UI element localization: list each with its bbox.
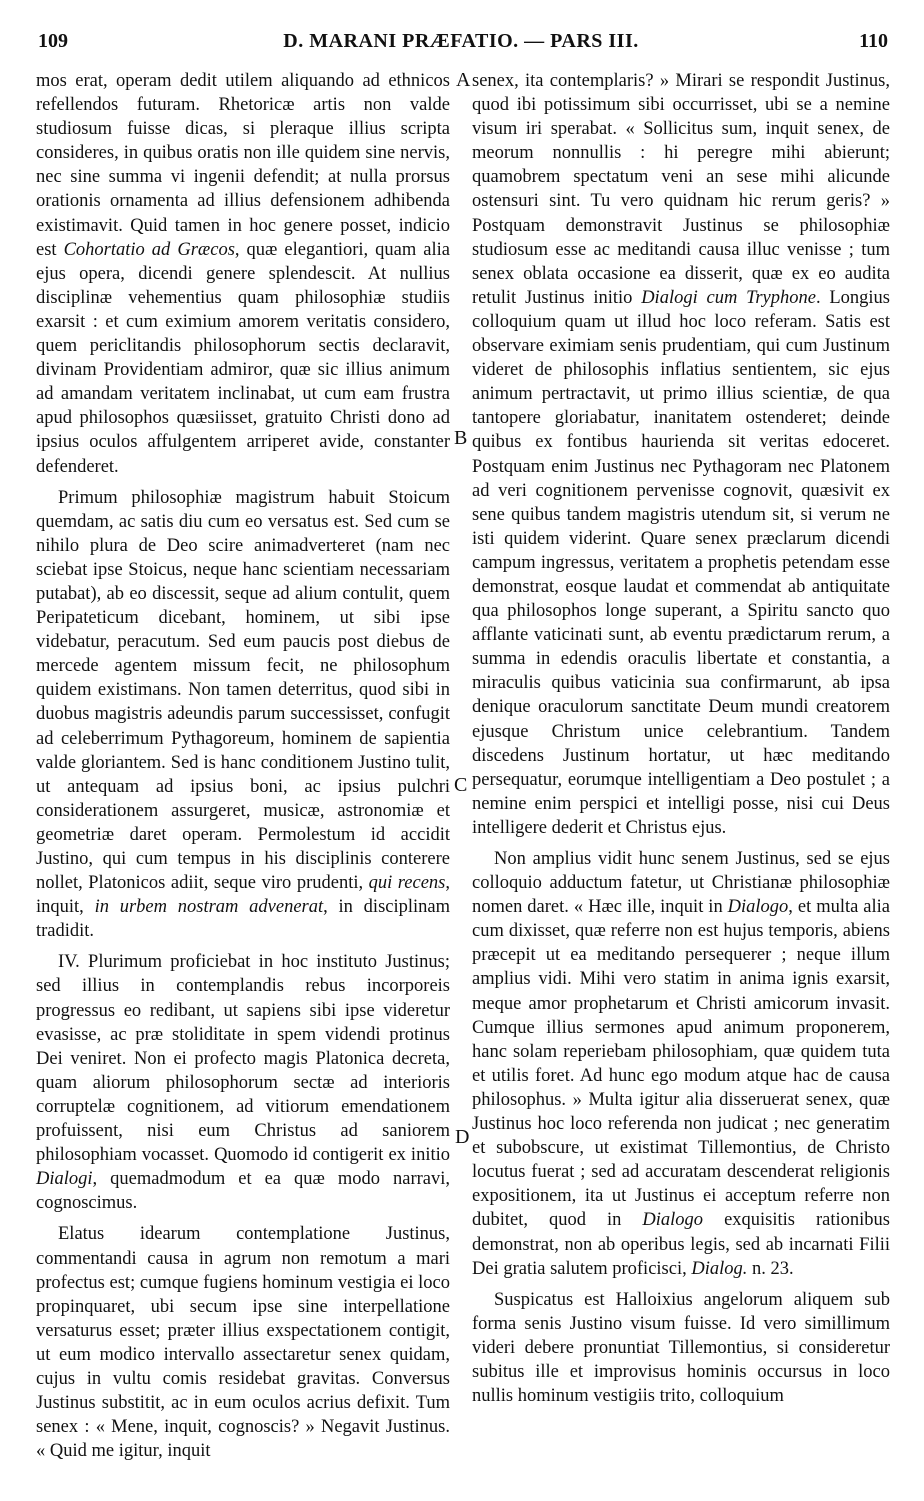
text-run: , et multa alia cum dixisset, quæ referre non est hujus temporis, abiens præcepit ut ea meditando persequerer ; neque illum amplius vidi. Mihi vero statim in anima ignis exarsit, meque amor prophetarum et Christi amicorum invasit. Cumque illius sermones apud animum proponerem, hanc solam reperiebam philosophiam, quæ quidem tuta et utilis foret. Ad hunc ego modum atque hac de causa philosophus. » Multa igitur alia disseruerat senex, quæ Justinus hoc loco referenda non judicat ; nec generatim et subobscure, ut existimat Tillemontius, de Christo locutus fuerat ; sed ad accuratam descenderat religionis expositionem, ita ut Justinus ei acceptum referre non dubitet, quod in (472, 897, 890, 1231)
left-paragraph-3 (36, 950, 450, 1215)
text-run: Suspicatus est Halloixius angelorum aliquem sub forma senis Justino visum fuisse. Id vero simillimum videri debere pronuntiat Tillemontius, si consideretur subitus ille et improvisus hominis occursus in loco nullis hominum vestigiis trito, colloquium (472, 1289, 890, 1407)
running-header (30, 30, 892, 58)
right-paragraph-3 (472, 1288, 890, 1408)
text-run: mos erat, operam dedit utilem aliquando ad ethnicos refellendos futuram. Rhetoricæ artis non valde studiosum fuisse dicas, si pleraque illius scripta consideres, in quibus oratis non ille quidem sine nervis, nec sine summa vi ingenii defendit; at nulla prorsus orationis ornamenta ad illius defensionem adhibenda existimavit. Quid tamen in hoc genere posset, indicio est (36, 71, 450, 260)
right-paragraph-1 (472, 69, 890, 840)
running-title: D. MARANI PRÆFATIO. — PARS III. (283, 30, 639, 52)
margin-marker-d: D (455, 1126, 470, 1148)
text-run: exquisitis rationibus demonstrat, non ab operibus legis, sed ab incarnati Filii Dei gratia salutem proficisci, (472, 1210, 890, 1279)
text-run: IV. Plurimum proficiebat in hoc instituto Justinus; sed illius in contemplandis rebus incorporeis progressus eo redibant, ut sapiens sibi ipse videretur evasisse, ac præ stoliditate in spem videndi protinus Dei veniret. Non ei profecto magis Platonica decreta, quam aliorum philosophorum sectæ ad interioris corruptelæ cognitionem, ad vitiorum emendationem profuissent, nisi eum Christus ad saniorem philosophiam vocasset. Quomodo id contigerit ex initio (36, 952, 450, 1166)
text-run: , in disciplinam tradidit. (36, 897, 450, 942)
italic-reference: Dialog. (691, 1258, 748, 1279)
margin-marker-a: A (456, 69, 471, 91)
text-run: . Longius colloquium quam ut illud hoc loco referam. Satis est observare eximiam senis prudentiam, qui cum Justinum videret de philosophis inflatius sentientem, sic ejus animum pertractavit, ut primo illius scientiæ, de qua tantopere gloriabatur, inanitatem ostenderet; deinde quibus ex fontibus haurienda sit veritas edoceret. Postquam enim Justinus nec Pythagoram nec Platonem ad veri cognitionem pervenisse cognovit, quæsivit ex sene quibus tandem magistris utendum sit, si verum ne isti quidem viderint. Quare senex præclarum dicendi campum ingressus, veritatem a prophetis petendam esse demonstrat, eosque laudat et commendat ab antiquitate qua philosophos longe superant, a Spiritu sancto quo afflante vaticinati sunt, ab eventu prædictarum rerum, a summa in edendis oraculis libertate et constantia, a miraculis quibus vaticinia sua confirmarunt, ab ipsa denique oraculorum sanctitate Deum mundi creatorem ejusque Christum unice celebrantium. Tandem discedens Justinum hortatur, ut hæc meditando persequatur, eorumque intelligentiam a Deo postulet ; a nemine enim perspici et intelligi posse, nisi cui Deus intelligere dederit et Christus ejus. (472, 287, 891, 838)
margin-marker-c: C (454, 774, 468, 796)
margin-marker-b: B (454, 427, 468, 449)
italic-title: Dialogo (727, 897, 789, 918)
left-paragraph-1 (36, 69, 450, 479)
page-number-left: 109 (38, 30, 68, 52)
right-column (472, 69, 890, 1408)
italic-quote: in urbem nostram advenerat (94, 897, 324, 918)
text-run: Primum philosophiæ magistrum habuit Stoicum quemdam, ac satis diu cum eo versatus est. Sed cum se nihilo plura de Deo scire animadverteret (nam nec sciebat ipse Stoicus, neque hanc scientiam necessariam putabat), ab eo discessit, seque ad alium contulit, quem Peripateticum dicebant, hominem, ut sibi ipse videbatur, peracutum. Sed eum paucis post diebus de mercede agentem missum fecit, ne philosophum quidem existimans. Non tamen deterritus, quod sibi in duobus magistris adeundis parum successisset, confugit ad celeberrimum Pythagoreum, hominem de sapientia valde gloriantem. Sed is hanc conditionem Justino tulit, ut antequam ad ipsius boni, ac ipsius pulchri considerationem assurgeret, musicæ, astronomiæ et geometriæ daret operam. Permolestum id accidit Justino, qui cum tempus in his disciplinis conterere nollet, Platonicos adiit, seque viro prudenti, (36, 487, 450, 894)
italic-quote: qui recens (368, 873, 446, 894)
left-column (36, 69, 450, 1463)
right-paragraph-2 (472, 847, 890, 1281)
left-paragraph-2 (36, 486, 450, 944)
italic-title: Dialogi cum Tryphone (641, 287, 816, 308)
italic-title: Dialogi (36, 1169, 93, 1190)
text-run: , inquit, (36, 873, 450, 918)
page-number-right: 110 (859, 30, 888, 52)
left-paragraph-4 (36, 1222, 450, 1463)
italic-title: Dialogo (642, 1210, 704, 1231)
text-run: , quæ elegantiori, quam alia ejus opera, dicendi genere splendescit. At nullius disciplinæ vehementius quam philosophiæ studiis exarsit : et cum eximium amorem veritatis considero, quem periclitandis philosophorum sectis declaravit, divinam Providentiam admiror, quæ sic illius animum ad amandam veritatem inclinabat, ut cum eam frustra apud philosophos quæsiisset, gratuito Christi dono ad ipsius oculos affulgentem arriperet avide, constanter defenderet. (36, 239, 450, 477)
text-run: , quemadmodum et ea quæ modo narravi, cognoscimus. (36, 1169, 450, 1214)
italic-title: Cohortatio ad Græcos (63, 239, 235, 260)
text-run: senex, ita contemplaris? » Mirari se respondit Justinus, quod ibi potissimum sibi occurrisset, ubi se a nemine visum iri sperabat. « Sollicitus sum, inquit senex, de meorum nonnullis : hi peregre mihi abierunt; quamobrem spectatum veni an sese mihi alicunde ostensuri sint. Tu vero quidnam hic rerum geris? » Postquam demonstravit Justinus se philosophiæ studiosum esse ac meditandi causa illuc venisse ; tum senex oblata occasione ea disserit, quæ ex eo audita retulit Justinus initio (472, 71, 890, 308)
text-run: n. 23. (747, 1258, 794, 1279)
text-run: Non amplius vidit hunc senem Justinus, sed se ejus colloquio adductum fatetur, ut Christianæ philosophiæ nomen daret. « Hæc ille, inquit in (472, 849, 890, 918)
text-run: Elatus idearum contemplatione Justinus, commentandi causa in agrum non remotum a mari profectus est; cumque fugiens hominum vestigia ei loco propinquaret, ubi secum ipse sine interpellatione versaturus esset; præter illius exspectationem contigit, ut eum modico intervallo assectaretur senex quidam, cujus in vultu comis residebat gravitas. Conversus Justinus substitit, ac in eum oculos acrius defixit. Tum senex : « Mene, inquit, cognoscis? » Negavit Justinus. « Quid me igitur, inquit (36, 1224, 450, 1462)
